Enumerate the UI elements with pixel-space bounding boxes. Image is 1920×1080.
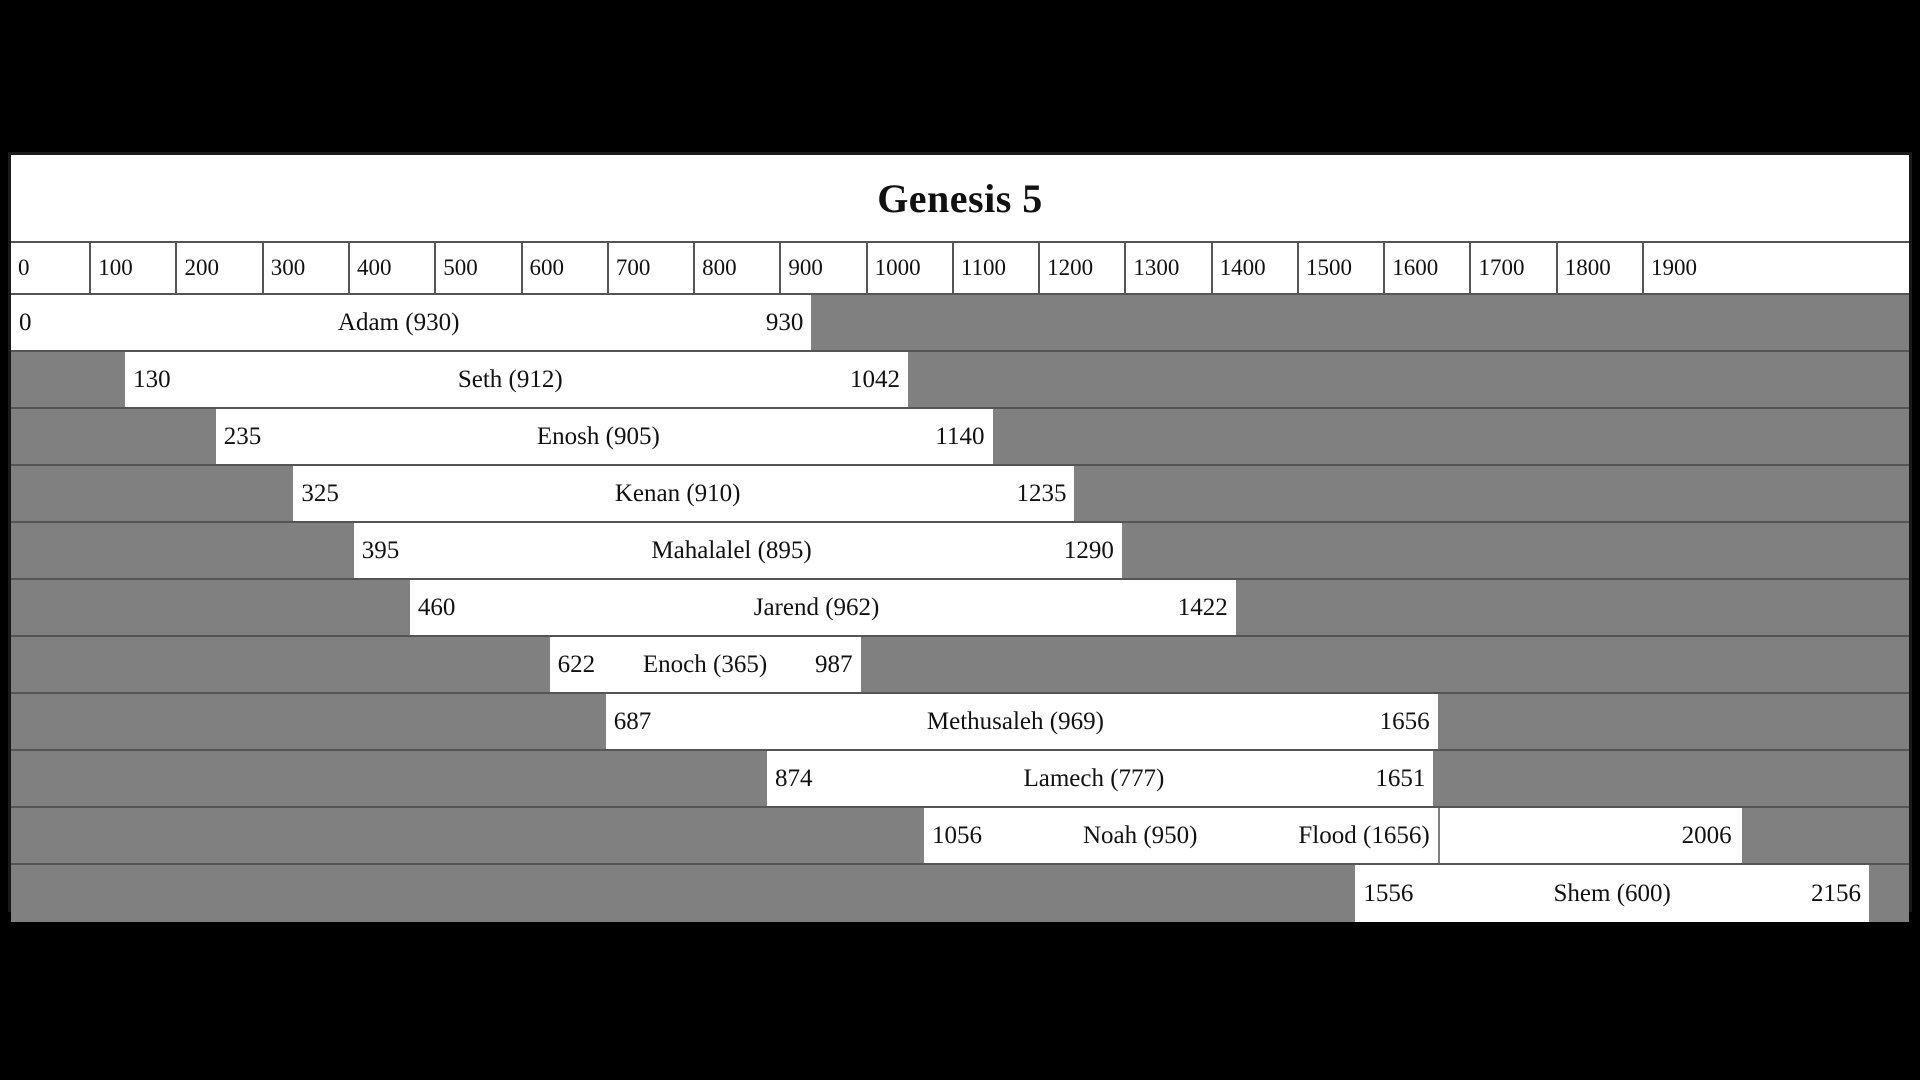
bar-name-label: Methusaleh (969)	[926, 707, 1104, 735]
bar-end-label: 1656	[1379, 707, 1430, 735]
bar-start-label: 1556	[1363, 879, 1414, 907]
page-title: Genesis 5	[877, 175, 1043, 221]
lifespan-bar	[291, 466, 1076, 521]
axis-tick-500: 500	[436, 243, 522, 293]
lifespan-bar	[123, 352, 910, 407]
bar-end-label: 1290	[1063, 536, 1114, 564]
bar-end-label: 987	[815, 650, 853, 678]
bar-start-label: 130	[133, 365, 171, 393]
bar-end-label: 2156	[1811, 879, 1862, 907]
bar-end-label: 1235	[1016, 479, 1067, 507]
table-row	[11, 580, 1909, 637]
bar-end-label: 930	[765, 308, 804, 336]
lifespan-rows	[11, 295, 1909, 922]
table-row	[11, 523, 1909, 580]
axis-tick-100: 100	[91, 243, 177, 293]
axis-tick-1800: 1800	[1558, 243, 1644, 293]
bar-name-label: Enosh (905)	[536, 422, 660, 450]
bar-end-label: Flood (1656)	[1298, 821, 1430, 849]
axis-tick-600: 600	[523, 243, 609, 293]
bar-end-label: 1140	[935, 422, 985, 450]
bar-name-label: Shem (600)	[1553, 879, 1671, 907]
table-row	[11, 637, 1909, 694]
axis-tick-1400: 1400	[1213, 243, 1299, 293]
axis-tick-1300: 1300	[1126, 243, 1212, 293]
bar-name-label: Jarend (962)	[753, 593, 880, 621]
bar-start-label: 874	[775, 764, 813, 792]
bar-start-label: 460	[417, 593, 456, 621]
axis-tick-1700: 1700	[1471, 243, 1557, 293]
lifespan-bar	[352, 523, 1124, 578]
lifespan-bar	[604, 694, 1440, 749]
bar-name-label: Kenan (910)	[614, 479, 741, 507]
bar-start-label: 235	[223, 422, 262, 450]
axis-tick-900: 900	[781, 243, 867, 293]
timeline-axis	[11, 243, 1909, 295]
lifespan-bar	[922, 808, 1440, 863]
bar-end-label: 1651	[1375, 764, 1426, 792]
lifespan-bar	[408, 580, 1238, 635]
axis-tick-700: 700	[609, 243, 695, 293]
bar-name-label: Noah (950)	[1082, 821, 1198, 849]
table-row	[11, 694, 1909, 751]
table-row	[11, 409, 1909, 466]
bar-end-label: 1042	[849, 365, 900, 393]
bar-start-label: 687	[613, 707, 652, 735]
axis-tick-300: 300	[264, 243, 350, 293]
table-row	[11, 466, 1909, 523]
bar-name-label: Lamech (777)	[1023, 764, 1165, 792]
axis-tick-1900: 1900	[1651, 255, 1697, 280]
lifespan-bar	[765, 751, 1435, 806]
lifespan-bar	[11, 295, 813, 350]
bar-start-label: 0	[19, 308, 32, 336]
lifespan-bar	[214, 409, 995, 464]
axis-tick-400: 400	[350, 243, 436, 293]
table-row	[11, 295, 1909, 352]
axis-tick-1100: 1100	[954, 243, 1040, 293]
bar-name-label: Seth (912)	[457, 365, 563, 393]
axis-tick-1600: 1600	[1385, 243, 1471, 293]
table-row	[11, 751, 1909, 808]
axis-tick-1500: 1500	[1299, 243, 1385, 293]
bar-name-label: Mahalalel (895)	[651, 536, 812, 564]
bar-start-label: 622	[557, 650, 596, 678]
lifespan-bar	[1353, 865, 1871, 922]
axis-tick-800: 800	[695, 243, 781, 293]
table-row	[11, 865, 1909, 922]
genesis-5-chart	[8, 152, 1912, 912]
bar-extension: 2006	[1440, 808, 1742, 863]
bar-name-label: Enoch (365)	[642, 650, 768, 678]
bar-start-label: 325	[301, 479, 339, 507]
axis-tick-1200: 1200	[1040, 243, 1126, 293]
table-row	[11, 352, 1909, 409]
lifespan-bar	[548, 637, 863, 692]
table-row	[11, 808, 1909, 865]
bar-end-label: 1422	[1177, 593, 1228, 621]
bar-start-label: 395	[361, 536, 400, 564]
axis-tick-0: 0	[11, 243, 91, 293]
bar-start-label: 1056	[932, 821, 983, 849]
axis-tick-1000: 1000	[868, 243, 954, 293]
axis-tick-200: 200	[177, 243, 263, 293]
bar-name-label: Adam (930)	[337, 308, 460, 336]
chart-title-bar	[11, 155, 1909, 243]
